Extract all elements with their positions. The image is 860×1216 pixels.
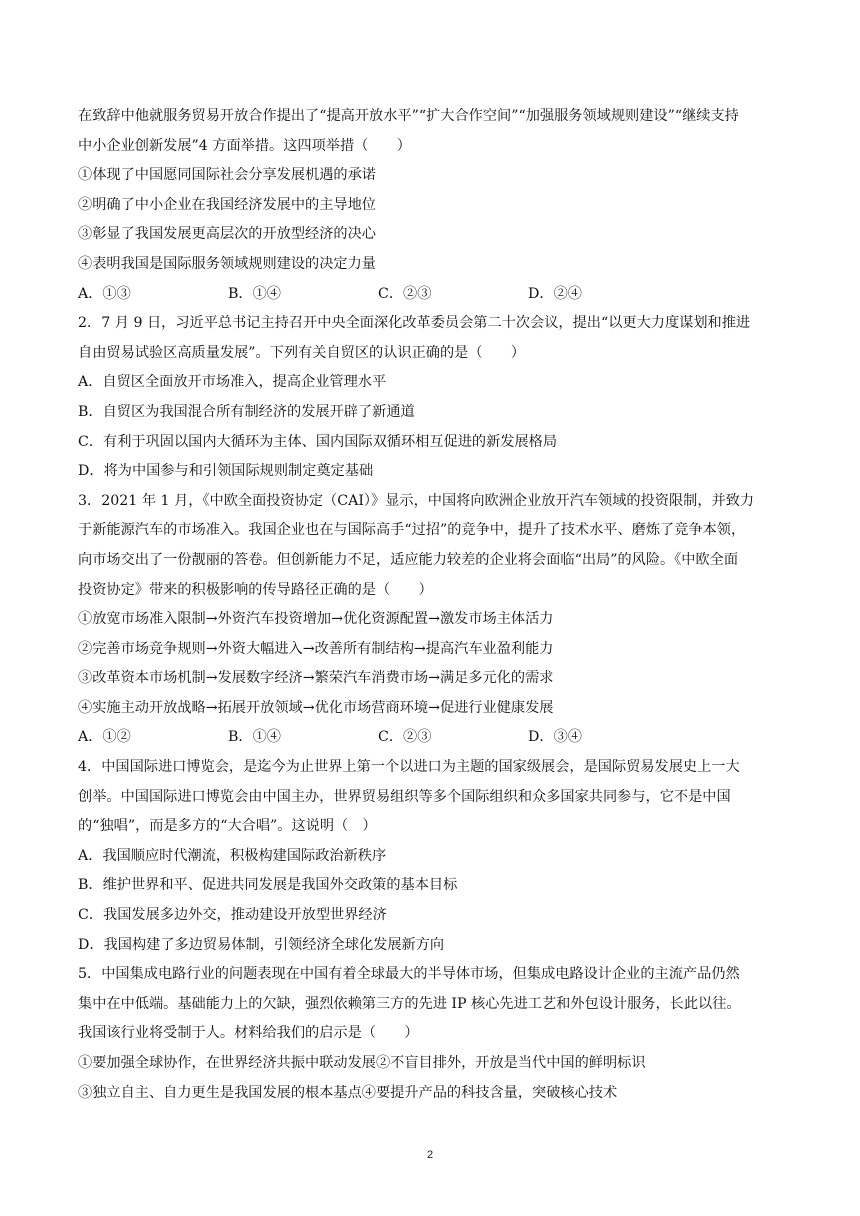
text-line: C．我国发展多边外交，推动建设开放型世界经济 [78, 907, 387, 924]
q1-option-a: A．①③ [78, 285, 131, 302]
text-line: C．有利于巩固以国内大循环为主体、国内国际双循环相互促进的新发展格局 [78, 433, 558, 450]
text-line: ④表明我国是国际服务领域规则建设的决定力量 [78, 255, 376, 272]
text-line: ①体现了中国愿同国际社会分享发展机遇的承诺 [78, 167, 376, 184]
q3-option-b: B．①④ [228, 729, 281, 746]
text-line: 投资协定》带来的积极影响的传导路径正确的是（ ） [78, 581, 433, 598]
text-line: 于新能源汽车的市场准入。我国企业也在与国际高手“过招”的竞争中，提升了技术水平、磨炼了竞争本领， [78, 522, 746, 539]
text-line: 集中在中低端。基础能力上的欠缺，强烈依赖第三方的先进 IP 核心先进工艺和外包设计服务，长此以往。 [78, 995, 741, 1012]
q1-option-d: D．②④ [528, 285, 582, 302]
text-line: A．我国顺应时代潮流，积极构建国际政治新秩序 [78, 847, 387, 864]
text-line: ②完善市场竞争规则→外资大幅进入→改善所有制结构→提高汽车业盈利能力 [78, 640, 554, 657]
text-line: ③独立自主、自力更生是我国发展的根本基点④要提升产品的科技含量，突破核心技术 [78, 1084, 618, 1101]
text-line: ③彰显了我国发展更高层次的开放型经济的决心 [78, 226, 376, 243]
q1-options [78, 280, 790, 310]
text-line: B．自贸区为我国混合所有制经济的发展开辟了新通道 [78, 403, 415, 420]
text-line: 创举。中国国际进口博览会由中国主办，世界贸易组织等多个国际组织和众多国家共同参与，它不是中国 [78, 788, 731, 805]
text-line: ④实施主动开放战略→拓展开放领域→优化市场营商环境→促进行业健康发展 [78, 699, 554, 716]
q3-option-c: C．②③ [378, 729, 432, 746]
q3-options [78, 723, 790, 753]
text-line: 我国该行业将受制于人。材料给我们的启示是（ ） [78, 1025, 419, 1042]
text-line: 4．中国国际进口博览会，是迄今为止世界上第一个以进口为主题的国家级展会，是国际贸易发展史上一大 [78, 759, 740, 776]
text-line: ③改革资本市场机制→发展数字经济→繁荣汽车消费市场→满足多元化的需求 [78, 670, 554, 687]
text-line: ②明确了中小企业在我国经济发展中的主导地位 [78, 196, 376, 213]
text-line: D．将为中国参与和引领国际规则制定奠定基础 [78, 463, 374, 480]
text-line: 5．中国集成电路行业的问题表现在中国有着全球最大的半导体市场，但集成电路设计企业的主流产品仍然 [78, 966, 740, 983]
q3-option-d: D．③④ [528, 729, 582, 746]
text-line: 2．7 月 9 日，习近平总书记主持召开中央全面深化改革委员会第二十次会议，提出“以更大力度谋划和推进 [78, 315, 751, 332]
text-line: ①要加强全球协作，在世界经济共振中联动发展②不盲目排外，开放是当代中国的鲜明标识 [78, 1055, 646, 1071]
text-line: ①放宽市场准入限制→外资汽车投资增加→优化资源配置→激发市场主体活力 [78, 611, 554, 628]
text-line: A．自贸区全面放开市场准入，提高企业管理水平 [78, 374, 387, 391]
page-number: 2 [426, 1149, 434, 1161]
text-line: 自由贸易试验区高质量发展”。下列有关自贸区的认识正确的是（ ） [78, 344, 526, 361]
q3-option-a: A．①② [78, 729, 131, 746]
q1-option-b: B．①④ [228, 285, 281, 302]
text-line: 3．2021 年 1 月，《中欧全面投资协定（CAI）》显示，中国将向欧洲企业放开汽车领域的投资限制，并致力 [78, 492, 755, 509]
text-line: 中小企业创新发展”4 方面举措。这四项举措（ ） [78, 137, 411, 154]
q1-option-c: C．②③ [378, 285, 432, 302]
text-line: 的“独唱”，而是多方的“大合唱”。这说明（ ） [78, 818, 377, 835]
text-line: D．我国构建了多边贸易体制，引领经济全球化发展新方向 [78, 936, 445, 953]
text-line: 在致辞中他就服务贸易开放合作提出了“提高开放水平”“扩大合作空间”“加强服务领域规则建设”“继续支持 [78, 108, 739, 124]
text-line: B．维护世界和平、促进共同发展是我国外交政策的基本目标 [78, 877, 458, 894]
text-line: 向市场交出了一份靓丽的答卷。但创新能力不足，适应能力较差的企业将会面临“出局”的风险。《中欧全面 [78, 551, 739, 568]
page-body [78, 102, 790, 1108]
